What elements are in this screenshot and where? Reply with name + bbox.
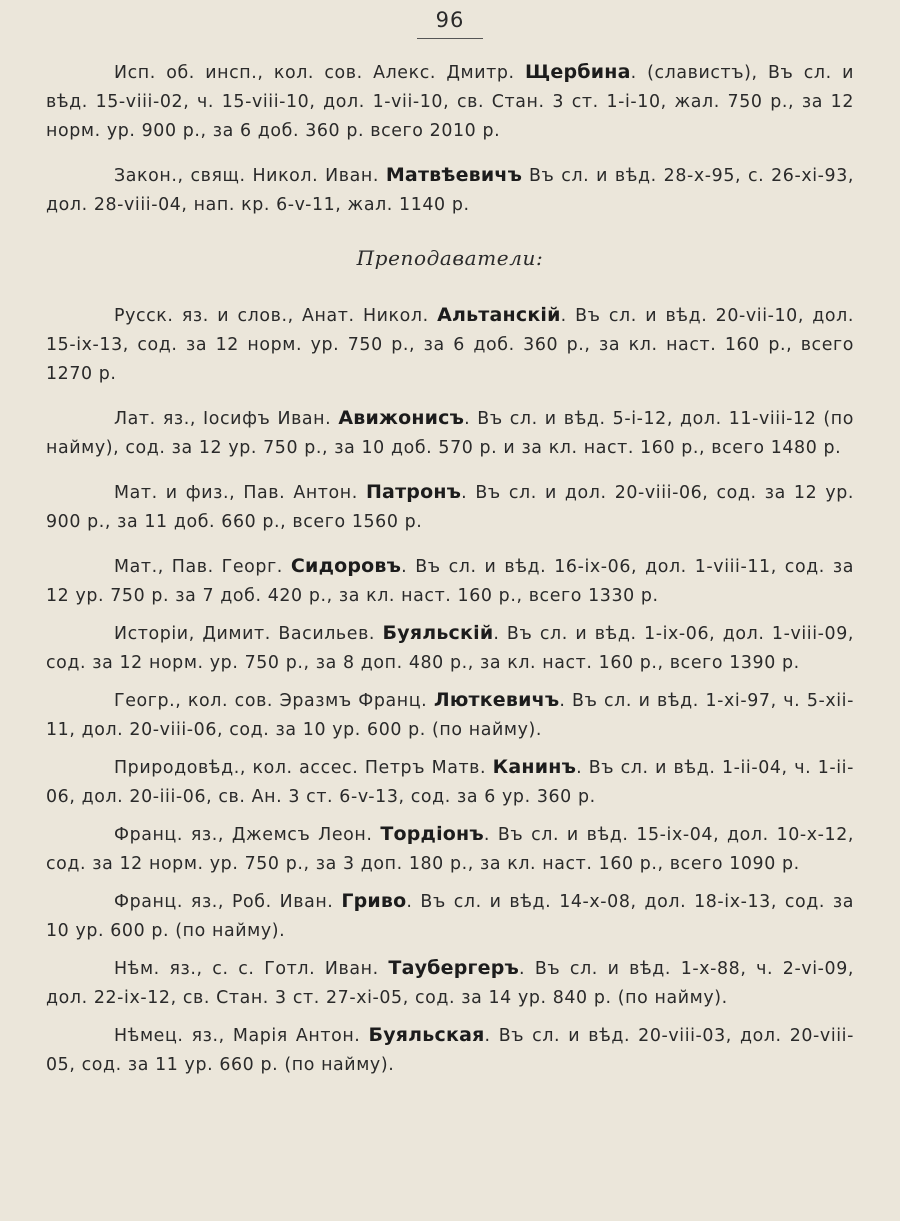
entry-sidorov <box>46 552 854 611</box>
page-number: 96 <box>435 8 465 32</box>
entry-surname: Матвѣевичъ <box>385 164 523 186</box>
entry-text: Франц. яз., Роб. Иван. <box>114 892 342 912</box>
entry-text: . Въ сл. и вѣд. 20-vii-10, дол. 15-ix-13, сод. за 12 норм. ур. 750 р., за 6 доб. 360 р., за кл. наст. 160 р., всего 1270 р. <box>46 306 855 384</box>
entry-text: . Въ сл. и вѣд. 1-xi-97, ч. 5-xii-11, дол. 20-viii-06, сод. за 10 ур. 600 р. (по найму). <box>46 691 854 740</box>
entry-text: Нѣмец. яз., Марія Антон. <box>114 1026 369 1046</box>
entry-text: . Въ сл. и вѣд. 1-ii-04, ч. 1-ii-06, дол. 20-iii-06, св. Ан. 3 ст. 6-v-13, сод. за 6 ур. 360 р. <box>46 758 854 807</box>
entry-surname: Гриво <box>341 890 407 912</box>
section-heading: Преподаватели: <box>356 246 544 270</box>
entry-buyalskaya <box>46 1021 854 1080</box>
entry-surname: Люткевичъ <box>433 689 560 711</box>
entry-surname: Буяльская <box>368 1024 485 1046</box>
page-body <box>46 58 854 1088</box>
entry-tauberger <box>46 954 854 1013</box>
entry-text: Русск. яз. и слов., Анат. Никол. <box>114 306 438 326</box>
entry-lyutkevich <box>46 686 854 745</box>
entry-altanskii <box>46 301 854 389</box>
entry-surname: Канинъ <box>492 756 577 778</box>
entry-text: . Въ сл. и вѣд. 5-i-12, дол. 11-viii-12 (по найму), сод. за 12 ур. 750 р., за 10 доб. 570 р. и за кл. наст. 160 р., всего 1480 р. <box>46 409 854 458</box>
entry-avizhonis <box>46 404 854 463</box>
entry-text: . Въ сл. и вѣд. 20-viii-03, дол. 20-viii-05, сод. за 11 ур. 660 р. (по найму). <box>46 1026 854 1075</box>
entry-surname: Щербина <box>525 61 631 83</box>
entry-grivo <box>46 887 854 946</box>
entry-text: Геогр., кол. сов. Эразмъ Франц. <box>114 691 434 711</box>
entry-text: Лат. яз., Іосифъ Иван. <box>114 409 339 429</box>
entry-text: Франц. яз., Джемсъ Леон. <box>114 825 381 845</box>
entry-text: . (славистъ), Въ сл. и вѣд. 15-viii-02, ч. 15-viii-10, дол. 1-vii-10, св. Стан. 3 ст. 1-i-10, жал. 750 р., за 12 норм. ур. 900 р., за 6 доб. 360 р. всего 2010 р. <box>46 63 854 141</box>
entry-text: . Въ сл. и дол. 20-viii-06, сод. за 12 ур. 900 р., за 11 доб. 660 р., всего 1560 р. <box>46 483 855 532</box>
entry-matveevich <box>46 161 854 220</box>
entry-shcherbina <box>46 58 854 146</box>
entry-text: . Въ сл. и вѣд. 15-ix-04, дол. 10-x-12, сод. за 12 норм. ур. 750 р., за 3 доп. 180 р., за кл. наст. 160 р., всего 1090 р. <box>46 825 855 874</box>
entry-tordion <box>46 820 854 879</box>
entry-surname: Альтанскій <box>437 304 561 326</box>
entry-surname: Сидоровъ <box>290 555 402 577</box>
entry-text: Исторіи, Димит. Васильев. <box>114 624 383 644</box>
entry-surname: Тордіонъ <box>380 823 484 845</box>
entry-text: . Въ сл. и вѣд. 1-ix-06, дол. 1-viii-09, сод. за 12 норм. ур. 750 р., за 8 доп. 480 р., за кл. наст. 160 р., всего 1390 р. <box>46 624 854 673</box>
entry-surname: Авижонисъ <box>338 407 465 429</box>
entry-surname: Патронъ <box>365 481 462 503</box>
entry-text: Природовѣд., кол. ассес. Петръ Матв. <box>114 758 493 778</box>
entry-text: . Въ сл. и вѣд. 16-ix-06, дол. 1-viii-11, сод. за 12 ур. 750 р. за 7 доб. 420 р., за кл. наст. 160 р., всего 1330 р. <box>46 557 854 606</box>
entry-surname: Таубергеръ <box>388 957 520 979</box>
entry-buyalskii <box>46 619 854 678</box>
entry-text: Исп. об. инсп., кол. сов. Алекс. Дмитр. <box>114 63 525 83</box>
entry-text: Нѣм. яз., с. с. Готл. Иван. <box>114 959 389 979</box>
entry-text: . Въ сл. и вѣд. 1-x-88, ч. 2-vi-09, дол. 22-ix-12, св. Стан. 3 ст. 27-xi-05, сод. за 14 ур. 840 р. (по найму). <box>46 959 855 1008</box>
page-number-rule <box>417 38 483 39</box>
entry-patron <box>46 478 854 537</box>
entry-text: Мат. и физ., Пав. Антон. <box>114 483 366 503</box>
entry-text: Мат., Пав. Георг. <box>114 557 291 577</box>
entry-text: Закон., свящ. Никол. Иван. <box>114 166 386 186</box>
entry-text: . Въ сл. и вѣд. 14-x-08, дол. 18-ix-13, сод. за 10 ур. 600 р. (по найму). <box>46 892 854 941</box>
entry-surname: Буяльскій <box>382 622 494 644</box>
entry-kanin <box>46 753 854 812</box>
entry-text: Въ сл. и вѣд. 28-x-95, с. 26-xi-93, дол. 28-viii-04, нап. кр. 6-v-11, жал. 1140 р. <box>46 166 854 215</box>
